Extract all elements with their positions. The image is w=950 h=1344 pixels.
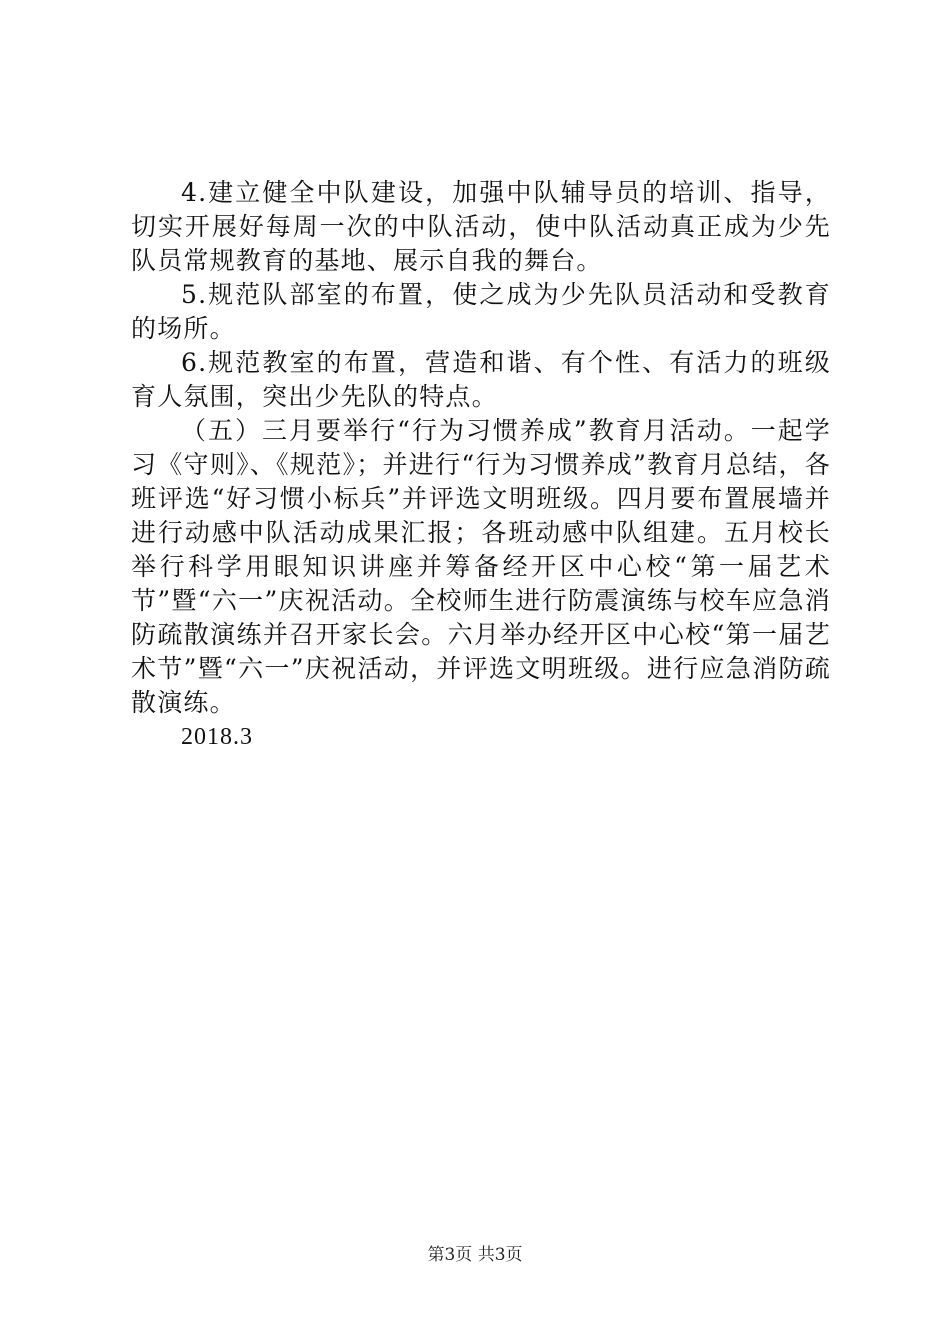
document-date: 2018.3 <box>181 724 253 750</box>
paragraph-item-4: 4.建立健全中队建设，加强中队辅导员的培训、指导，切实开展好每周一次的中队活动，使中队活动真正成为少先队员常规教育的基地、展示自我的舞台。 <box>131 178 831 275</box>
paragraph-item-6: 6.规范教室的布置，营造和谐、有个性、有活力的班级育人氛围，突出少先队的特点。 <box>131 348 831 411</box>
paragraph-item-5: 5.规范队部室的布置，使之成为少先队员活动和受教育的场所。 <box>131 280 831 343</box>
document-body <box>131 176 831 754</box>
page-footer <box>0 1243 950 1267</box>
page-number-label: 第3页 共3页 <box>427 1245 523 1265</box>
paragraph-section-five: （五）三月要举行“行为习惯养成”教育月活动。一起学习《守则》、《规范》；并进行“行为习惯养成”教育月总结，各班评选“好习惯小标兵”并评选文明班级。四月要布置展墙并进行动感中队活动成果汇报；各班动感中队组建。五月校长举行科学用眼知识讲座并筹备经开区中心校“第一届艺术节”暨“六一”庆祝活动。全校师生进行防震演练与校车应急消防疏散演练并召开家长会。六月举办经开区中心校“第一届艺术节”暨“六一”庆祝活动，并评选文明班级。进行应急消防疏散演练。 <box>131 416 831 717</box>
